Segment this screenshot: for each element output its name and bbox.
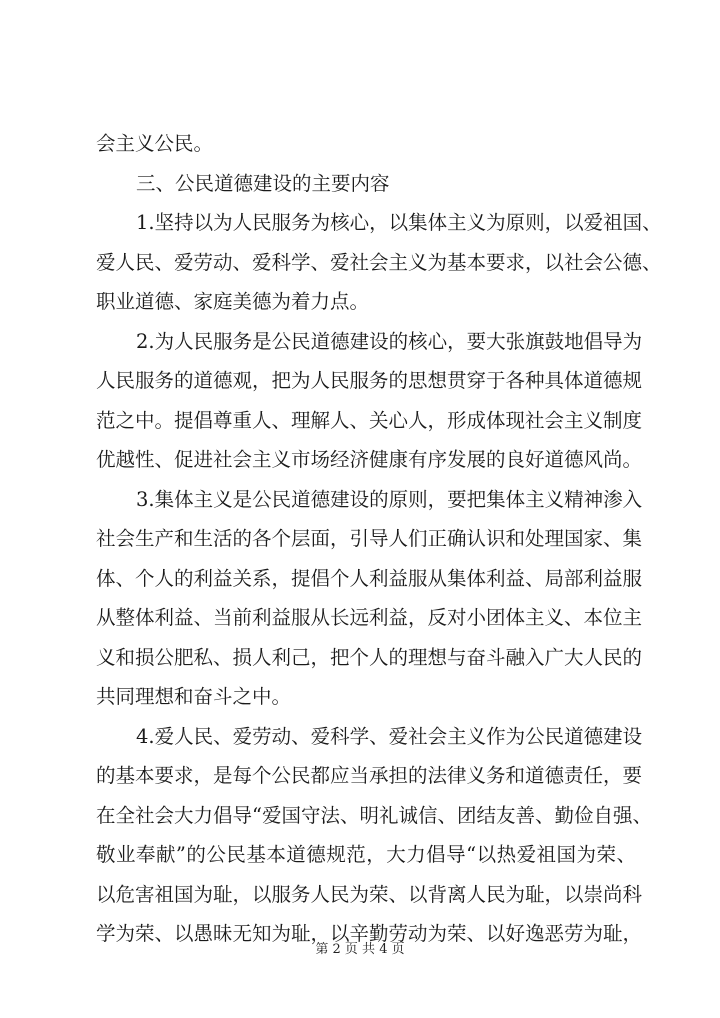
paragraph-line: 义和损公肥私、损人利己，把个人的理想与奋斗融入广大人民的 <box>96 645 643 669</box>
paragraph-line: 4.爱人民、爱劳动、爱科学、爱社会主义作为公民道德建设 <box>136 724 643 748</box>
paragraph-line: 3.集体主义是公民道德建设的原则，要把集体主义精神渗入 <box>136 487 643 511</box>
paragraph-line: 社会生产和生活的各个层面，引导人们正确认识和处理国家、集 <box>96 527 643 550</box>
paragraph-line: 会主义公民。 <box>96 132 214 155</box>
body-text <box>96 124 662 954</box>
paragraph-line: 的基本要求，是每个公民都应当承担的法律义务和道德责任，要 <box>96 764 643 787</box>
paragraph-line: 人民服务的道德观，把为人民服务的思想贯穿于各种具体道德规 <box>96 369 643 392</box>
paragraph-line: 共同理想和奋斗之中。 <box>96 685 292 708</box>
section-heading: 三、公民道德建设的主要内容 <box>136 171 390 195</box>
paragraph-line: 从整体利益、当前利益服从长远利益，反对小团体主义、本位主 <box>96 606 643 629</box>
paragraph-line: 1.坚持以为人民服务为核心，以集体主义为原则，以爱祖国、 <box>136 211 662 234</box>
paragraph-line: 学为荣、以愚昧无知为耻，以辛勤劳动为荣、以好逸恶劳为耻， <box>96 922 643 945</box>
paragraph-line: 优越性、促进社会主义市场经济健康有序发展的良好道德风尚。 <box>96 448 643 471</box>
page-number: 第 2 页 共 4 页 <box>315 942 405 957</box>
paragraph-line: 2.为人民服务是公民道德建设的核心，要大张旗鼓地倡导为 <box>136 329 643 353</box>
paragraph-line: 范之中。提倡尊重人、理解人、关心人，形成体现社会主义制度 <box>96 408 643 432</box>
paragraph-line: 以危害祖国为耻，以服务人民为荣、以背离人民为耻，以崇尚科 <box>96 882 643 906</box>
paragraph-line: 体、个人的利益关系，提倡个人利益服从集体利益、局部利益服 <box>96 566 643 590</box>
paragraph-line: 爱人民、爱劳动、爱科学、爱社会主义为基本要求，以社会公德、 <box>96 250 662 274</box>
paragraph-line: 在全社会大力倡导“爱国守法、明礼诚信、团结友善、勤俭自强、 <box>96 803 652 827</box>
paragraph-line: 敬业奉献”的公民基本道德规范，大力倡导“以热爱祖国为荣、 <box>96 843 636 866</box>
paragraph-line: 职业道德、家庭美德为着力点。 <box>96 290 370 313</box>
